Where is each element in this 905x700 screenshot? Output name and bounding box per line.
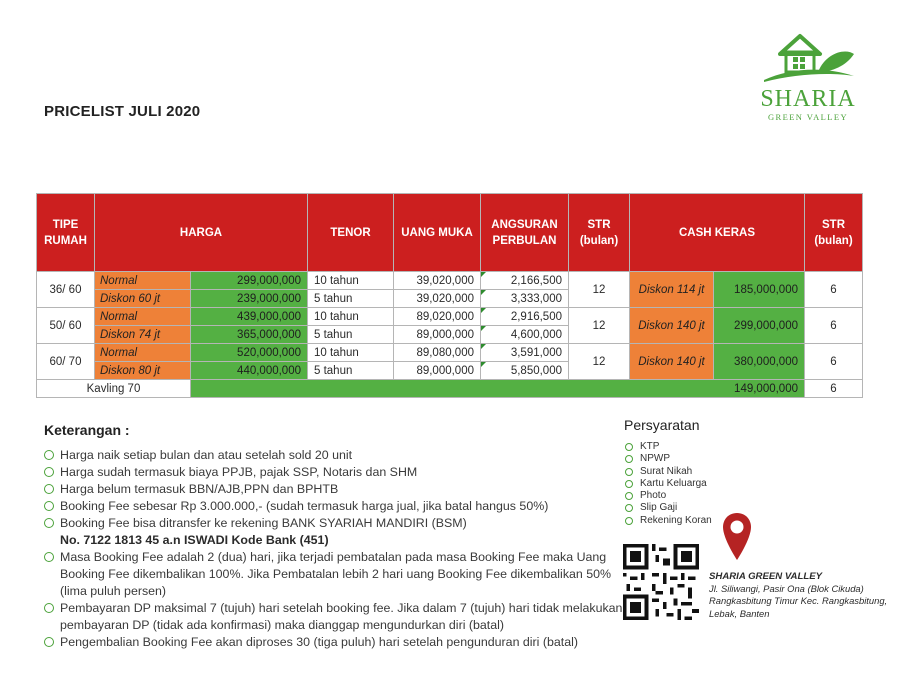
circle-bullet-icon (44, 501, 54, 511)
tenor-cell: 5 tahun (308, 362, 394, 380)
brand-logo (752, 32, 862, 122)
cash-value: 185,000,000 (714, 272, 805, 308)
angsuran-cell: 3,591,000 (481, 344, 569, 362)
header-angsuran: ANGSURAN PERBULAN (481, 194, 569, 272)
table-row (37, 344, 863, 362)
circle-bullet-icon (625, 455, 633, 463)
str-cell: 12 (569, 344, 630, 380)
cash-value: 299,000,000 (714, 308, 805, 344)
address-line: Rangkasbitung Timur Kec. Rangkasbitung, (709, 595, 888, 607)
str2-cell: 6 (805, 272, 863, 308)
list-item: Slip Gaji (624, 502, 712, 514)
qr-code-icon (623, 544, 699, 620)
list-item: Pembayaran DP maksimal 7 (tujuh) hari setelah booking fee. Jika dalam 7 (tujuh) hari tidak melakukan pembayaran DP (tidak ada konfirmasi) maka dianggap mengundurkan diri (batal) (44, 600, 624, 634)
circle-bullet-icon (44, 484, 54, 494)
list-item: KTP (624, 441, 712, 453)
list-item: Harga naik setiap bulan dan atau setelah sold 20 unit (44, 447, 624, 464)
tenor-cell: 10 tahun (308, 344, 394, 362)
cash-value: 380,000,000 (714, 344, 805, 380)
keterangan-list (44, 447, 624, 651)
angsuran-cell: 5,850,000 (481, 362, 569, 380)
harga-cell: 365,000,000 (191, 326, 308, 344)
brand-subtitle: GREEN VALLEY (768, 112, 848, 122)
persyaratan-list (624, 441, 712, 527)
kavling-label: Kavling 70 (37, 380, 191, 398)
circle-bullet-icon (625, 504, 633, 512)
list-item: Masa Booking Fee adalah 2 (dua) hari, jika terjadi pembatalan pada masa Booking Fee maka Uang Booking Fee dikembalikan 100%. Jika Pembatalan lebih 2 hari uang Booking Fee dikembalikan 50% (lima puluh persen) (44, 549, 624, 600)
uang-muka-cell: 89,000,000 (394, 362, 481, 380)
angsuran-cell: 3,333,000 (481, 290, 569, 308)
str-cell: 12 (569, 308, 630, 344)
address-block (709, 571, 899, 620)
harga-cell: 299,000,000 (191, 272, 308, 290)
list-item: Surat Nikah (624, 466, 712, 478)
uang-muka-cell: 39,020,000 (394, 272, 481, 290)
circle-bullet-icon (44, 518, 54, 528)
str-cell: 12 (569, 272, 630, 308)
brand-name: SHARIA (760, 86, 856, 112)
tenor-cell: 5 tahun (308, 326, 394, 344)
list-item: Rekening Koran (624, 515, 712, 527)
price-label: Normal (95, 272, 191, 290)
tenor-cell: 5 tahun (308, 290, 394, 308)
location-pin-icon (722, 512, 752, 562)
kavling-value: 149,000,000 (191, 380, 805, 398)
persyaratan-title: Persyaratan (624, 417, 700, 433)
list-item: Kartu Keluarga (624, 478, 712, 490)
circle-bullet-icon (625, 517, 633, 525)
tipe-cell: 60/ 70 (37, 344, 95, 380)
list-item: Pengembalian Booking Fee akan diproses 30 (tiga puluh) hari setelah pengunduran diri (batal) (44, 634, 624, 651)
list-item: Harga belum termasuk BBN/AJB,PPN dan BPHTB (44, 481, 624, 498)
header-cash-keras: CASH KERAS (630, 194, 805, 272)
angsuran-cell: 2,916,500 (481, 308, 569, 326)
str2-cell: 6 (805, 380, 863, 398)
cash-label: Diskon 114 jt (630, 272, 714, 308)
circle-bullet-icon (44, 552, 54, 562)
circle-bullet-icon (44, 637, 54, 647)
circle-bullet-icon (44, 467, 54, 477)
circle-bullet-icon (625, 468, 633, 476)
circle-bullet-icon (44, 450, 54, 460)
address-line: Lebak, Banten (709, 607, 770, 619)
header-uang-muka: UANG MUKA (394, 194, 481, 272)
table-row (37, 272, 863, 290)
price-label: Normal (95, 344, 191, 362)
cash-label: Diskon 140 jt (630, 344, 714, 380)
circle-bullet-icon (625, 443, 633, 451)
harga-cell: 439,000,000 (191, 308, 308, 326)
str2-cell: 6 (805, 344, 863, 380)
price-label: Diskon 60 jt (95, 290, 191, 308)
list-item: Photo (624, 490, 712, 502)
tenor-cell: 10 tahun (308, 308, 394, 326)
list-item: Booking Fee sebesar Rp 3.000.000,- (sudah termasuk harga jual, jika batal hangus 50%) (44, 498, 624, 515)
price-label: Normal (95, 308, 191, 326)
tipe-cell: 36/ 60 (37, 272, 95, 308)
uang-muka-cell: 89,080,000 (394, 344, 481, 362)
page-title: PRICELIST JULI 2020 (44, 103, 201, 120)
list-item: Booking Fee bisa ditransfer ke rekening BANK SYARIAH MANDIRI (BSM) No. 7122 1813 45 a.n ISWADI Kode Bank (451) (44, 515, 624, 549)
header-str: STR (bulan) (569, 194, 630, 272)
header-tipe: TIPE RUMAH (37, 194, 95, 272)
keterangan-title: Keterangan : (44, 422, 130, 438)
uang-muka-cell: 89,000,000 (394, 326, 481, 344)
circle-bullet-icon (625, 480, 633, 488)
header-harga: HARGA (95, 194, 308, 272)
uang-muka-cell: 39,020,000 (394, 290, 481, 308)
angsuran-cell: 4,600,000 (481, 326, 569, 344)
tenor-cell: 10 tahun (308, 272, 394, 290)
harga-cell: 239,000,000 (191, 290, 308, 308)
list-item: NPWP (624, 453, 712, 465)
harga-cell: 520,000,000 (191, 344, 308, 362)
price-label: Diskon 74 jt (95, 326, 191, 344)
address-name: SHARIA GREEN VALLEY (709, 571, 823, 582)
uang-muka-cell: 89,020,000 (394, 308, 481, 326)
header-tenor: TENOR (308, 194, 394, 272)
tipe-cell: 50/ 60 (37, 308, 95, 344)
kavling-row (37, 380, 863, 398)
pricelist-table (36, 193, 863, 398)
cash-label: Diskon 140 jt (630, 308, 714, 344)
address-line: Jl. Siliwangi, Pasir Ona (Blok Cikuda) (709, 583, 864, 595)
angsuran-cell: 2,166,500 (481, 272, 569, 290)
header-str-2: STR (bulan) (805, 194, 863, 272)
harga-cell: 440,000,000 (191, 362, 308, 380)
table-header-row (37, 194, 863, 272)
house-leaf-icon (760, 32, 856, 88)
price-label: Diskon 80 jt (95, 362, 191, 380)
list-item: Harga sudah termasuk biaya PPJB, pajak SSP, Notaris dan SHM (44, 464, 624, 481)
circle-bullet-icon (44, 603, 54, 613)
str2-cell: 6 (805, 308, 863, 344)
circle-bullet-icon (625, 492, 633, 500)
rekening-info: No. 7122 1813 45 a.n ISWADI Kode Bank (451) (60, 533, 329, 547)
table-row (37, 308, 863, 326)
